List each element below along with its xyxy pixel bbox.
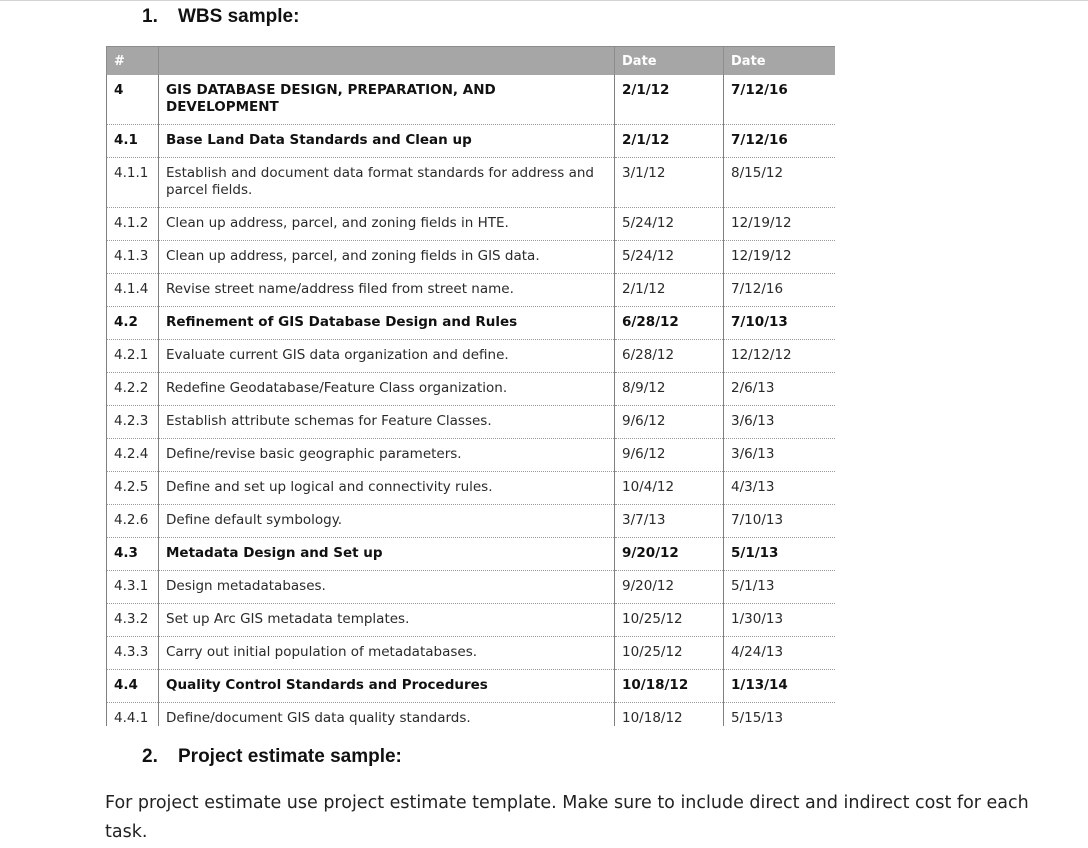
start-date: 2/1/12	[615, 125, 724, 158]
end-date: 7/12/16	[724, 75, 836, 125]
task-name: Metadata Design and Set up	[159, 538, 615, 571]
end-date: 1/13/14	[724, 670, 836, 703]
task-name: Establish and document data format standards for address and parcel fields.	[159, 158, 615, 208]
start-date: 10/25/12	[615, 604, 724, 637]
table-row	[107, 472, 836, 505]
section-heading-estimate	[142, 746, 402, 768]
table-row	[107, 703, 836, 727]
wbs-number: 4.2	[107, 307, 159, 340]
header-end-date: Date	[724, 47, 836, 76]
page-top-rule	[0, 0, 1088, 1]
table-row	[107, 340, 836, 373]
wbs-number: 4.3	[107, 538, 159, 571]
start-date: 8/9/12	[615, 373, 724, 406]
header-start-date: Date	[615, 47, 724, 76]
wbs-number: 4.2.1	[107, 340, 159, 373]
end-date: 7/10/13	[724, 307, 836, 340]
task-name: Carry out initial population of metadatabases.	[159, 637, 615, 670]
wbs-number: 4.3.1	[107, 571, 159, 604]
end-date: 7/12/16	[724, 274, 836, 307]
start-date: 3/1/12	[615, 158, 724, 208]
task-name: Redefine Geodatabase/Feature Class organization.	[159, 373, 615, 406]
wbs-table-body	[107, 75, 836, 726]
task-name: GIS DATABASE DESIGN, PREPARATION, AND DEVELOPMENT	[159, 75, 615, 125]
wbs-number: 4.2.6	[107, 505, 159, 538]
wbs-number: 4.1.2	[107, 208, 159, 241]
task-name: Refinement of GIS Database Design and Rules	[159, 307, 615, 340]
table-row	[107, 637, 836, 670]
wbs-number: 4.1.4	[107, 274, 159, 307]
table-row	[107, 75, 836, 125]
table-row	[107, 125, 836, 158]
end-date: 5/1/13	[724, 538, 836, 571]
table-row	[107, 158, 836, 208]
start-date: 5/24/12	[615, 208, 724, 241]
end-date: 8/15/12	[724, 158, 836, 208]
wbs-number: 4.2.2	[107, 373, 159, 406]
table-header-row	[107, 47, 836, 76]
table-row	[107, 571, 836, 604]
section-title: WBS sample:	[178, 6, 300, 27]
task-name: Revise street name/address filed from street name.	[159, 274, 615, 307]
task-name: Define/revise basic geographic parameters.	[159, 439, 615, 472]
start-date: 10/4/12	[615, 472, 724, 505]
table-row	[107, 604, 836, 637]
header-number: #	[107, 47, 159, 76]
header-task	[159, 47, 615, 76]
task-name: Base Land Data Standards and Clean up	[159, 125, 615, 158]
end-date: 7/10/13	[724, 505, 836, 538]
end-date: 12/19/12	[724, 208, 836, 241]
table-row	[107, 307, 836, 340]
table-row	[107, 241, 836, 274]
wbs-number: 4.2.3	[107, 406, 159, 439]
start-date: 6/28/12	[615, 340, 724, 373]
end-date: 3/6/13	[724, 439, 836, 472]
table-row	[107, 406, 836, 439]
end-date: 4/24/13	[724, 637, 836, 670]
start-date: 9/20/12	[615, 538, 724, 571]
section-number: 1.	[142, 6, 158, 27]
wbs-number: 4	[107, 75, 159, 125]
wbs-number: 4.2.4	[107, 439, 159, 472]
table-row	[107, 439, 836, 472]
wbs-number: 4.1.3	[107, 241, 159, 274]
start-date: 9/20/12	[615, 571, 724, 604]
start-date: 9/6/12	[615, 439, 724, 472]
start-date: 10/18/12	[615, 670, 724, 703]
start-date: 3/7/13	[615, 505, 724, 538]
table-row	[107, 208, 836, 241]
section-title: Project estimate sample:	[178, 746, 402, 767]
task-name: Define/document GIS data quality standards.	[159, 703, 615, 727]
task-name: Clean up address, parcel, and zoning fields in GIS data.	[159, 241, 615, 274]
end-date: 5/1/13	[724, 571, 836, 604]
estimate-paragraph: For project estimate use project estimate template. Make sure to include direct and indirect cost for each task.	[105, 793, 1029, 842]
task-name: Quality Control Standards and Procedures	[159, 670, 615, 703]
end-date: 12/19/12	[724, 241, 836, 274]
end-date: 1/30/13	[724, 604, 836, 637]
end-date: 3/6/13	[724, 406, 836, 439]
table-row	[107, 538, 836, 571]
wbs-number: 4.2.5	[107, 472, 159, 505]
start-date: 2/1/12	[615, 274, 724, 307]
wbs-number: 4.3.3	[107, 637, 159, 670]
wbs-number: 4.3.2	[107, 604, 159, 637]
end-date: 7/12/16	[724, 125, 836, 158]
wbs-number: 4.1	[107, 125, 159, 158]
end-date: 5/15/13	[724, 703, 836, 727]
task-name: Set up Arc GIS metadata templates.	[159, 604, 615, 637]
task-name: Define and set up logical and connectivity rules.	[159, 472, 615, 505]
wbs-number: 4.1.1	[107, 158, 159, 208]
start-date: 5/24/12	[615, 241, 724, 274]
start-date: 6/28/12	[615, 307, 724, 340]
table-row	[107, 505, 836, 538]
section-heading-wbs	[142, 6, 299, 28]
task-name: Clean up address, parcel, and zoning fields in HTE.	[159, 208, 615, 241]
end-date: 12/12/12	[724, 340, 836, 373]
wbs-table-frame	[106, 46, 835, 726]
table-row	[107, 274, 836, 307]
task-name: Design metadatabases.	[159, 571, 615, 604]
task-name: Define default symbology.	[159, 505, 615, 538]
start-date: 10/25/12	[615, 637, 724, 670]
section-number: 2.	[142, 746, 158, 767]
wbs-table	[106, 46, 835, 726]
task-name: Establish attribute schemas for Feature Classes.	[159, 406, 615, 439]
table-row	[107, 373, 836, 406]
end-date: 4/3/13	[724, 472, 836, 505]
start-date: 10/18/12	[615, 703, 724, 727]
end-date: 2/6/13	[724, 373, 836, 406]
start-date: 9/6/12	[615, 406, 724, 439]
table-row	[107, 670, 836, 703]
start-date: 2/1/12	[615, 75, 724, 125]
wbs-number: 4.4	[107, 670, 159, 703]
wbs-number: 4.4.1	[107, 703, 159, 727]
task-name: Evaluate current GIS data organization and define.	[159, 340, 615, 373]
